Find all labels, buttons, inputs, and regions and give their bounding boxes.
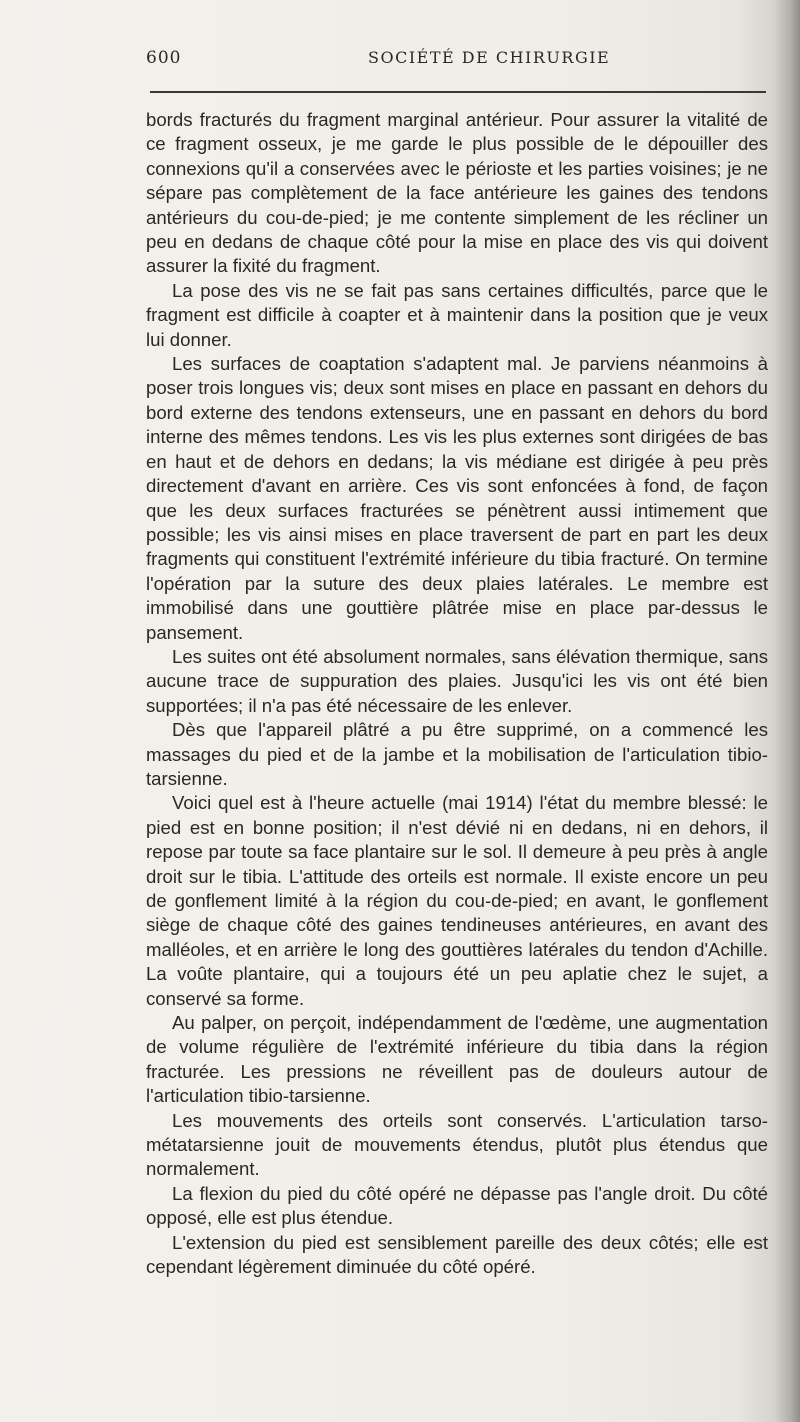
header-rule	[150, 91, 766, 93]
paragraph: Les suites ont été absolument normales, sans élévation thermique, sans aucune trace de suppuration des plaies. Jusqu'ici les vis ont été bien supportées; il n'a pas été nécessaire de les enlever.	[146, 645, 768, 716]
paragraph: Dès que l'appareil plâtré a pu être supprimé, on a commencé les massages du pied et de la jambe et la mobilisation de l'articulation tibio-tarsienne.	[146, 719, 768, 789]
page-edge-shadow	[774, 0, 800, 1422]
page-number: 600	[146, 48, 182, 68]
page-header	[146, 48, 770, 78]
paragraph: bords fracturés du fragment marginal antérieur. Pour assurer la vitalité de ce fragment osseux, je me garde le plus possible de le dépouiller des connexions qu'il a conservées avec le périoste et les parties voisines; je ne sépare pas complètement de la face antérieure les gaines des tendons antérieurs du cou-de-pied; je me contente simplement de les récliner un peu en dedans de chaque côté pour la mise en place des vis qui doivent assurer la fixité du fragment.	[146, 109, 768, 277]
paragraph: Au palper, on perçoit, indépendamment de l'œdème, une augmentation de volume régulière de l'extrémité inférieure du tibia dans la région fracturée. Les pressions ne réveillent pas de douleurs autour de l'articulation tibio-tarsienne.	[146, 1012, 768, 1107]
paragraph: Les surfaces de coaptation s'adaptent mal. Je parviens néanmoins à poser trois longues vis; deux sont mises en place en passant en dehors du bord externe des tendons extenseurs, une en passant en dehors du bord interne des mêmes tendons. Les vis les plus externes sont dirigées de bas en haut et de dehors en dedans; la vis médiane est dirigée à peu près directement d'avant en arrière. Ces vis sont enfoncées à fond, de façon que les deux surfaces fracturées se pénètrent aussi intimement que possible; les vis ainsi mises en place traversent de part en part les deux fragments qui constituent l'extrémité inférieure du tibia fracturé. On termine l'opération par la suture des deux plaies latérales. Le membre est immobilisé dans une gouttière plâtrée mise en place par-dessus le pansement.	[146, 353, 768, 643]
paragraph: La flexion du pied du côté opéré ne dépasse pas l'angle droit. Du côté opposé, elle est plus étendue.	[146, 1182, 768, 1229]
paragraph: L'extension du pied est sensiblement pareille des deux côtés; elle est cependant légèrement diminuée du côté opéré.	[146, 1231, 768, 1278]
body-text	[146, 108, 768, 1280]
paragraph: La pose des vis ne se fait pas sans certaines difficultés, parce que le fragment est difficile à coapter et à maintenir dans la position que je veux lui donner.	[146, 279, 768, 350]
paragraph: Voici quel est à l'heure actuelle (mai 1914) l'état du membre blessé: le pied est en bonne position; il n'est dévié ni en dedans, ni en dehors, il repose par toute sa face plantaire sur le sol. Il demeure à peu près à angle droit sur le tibia. L'attitude des orteils est normale. Il existe encore un peu de gonflement limité à la région du cou-de-pied; en avant, le gonflement siège de chaque côté des gaines tendineuses antérieures, en avant des malléoles, et en arrière le long des gouttières latérales du tendon d'Achille. La voûte plantaire, qui a toujours été un peu aplatie chez le sujet, a conservé sa forme.	[146, 792, 768, 1009]
running-title: SOCIÉTÉ DE CHIRURGIE	[368, 48, 611, 67]
paragraph: Les mouvements des orteils sont conservés. L'articulation tarso-métatarsienne jouit de mouvements étendus, plutôt plus étendus que normalement.	[146, 1109, 768, 1180]
